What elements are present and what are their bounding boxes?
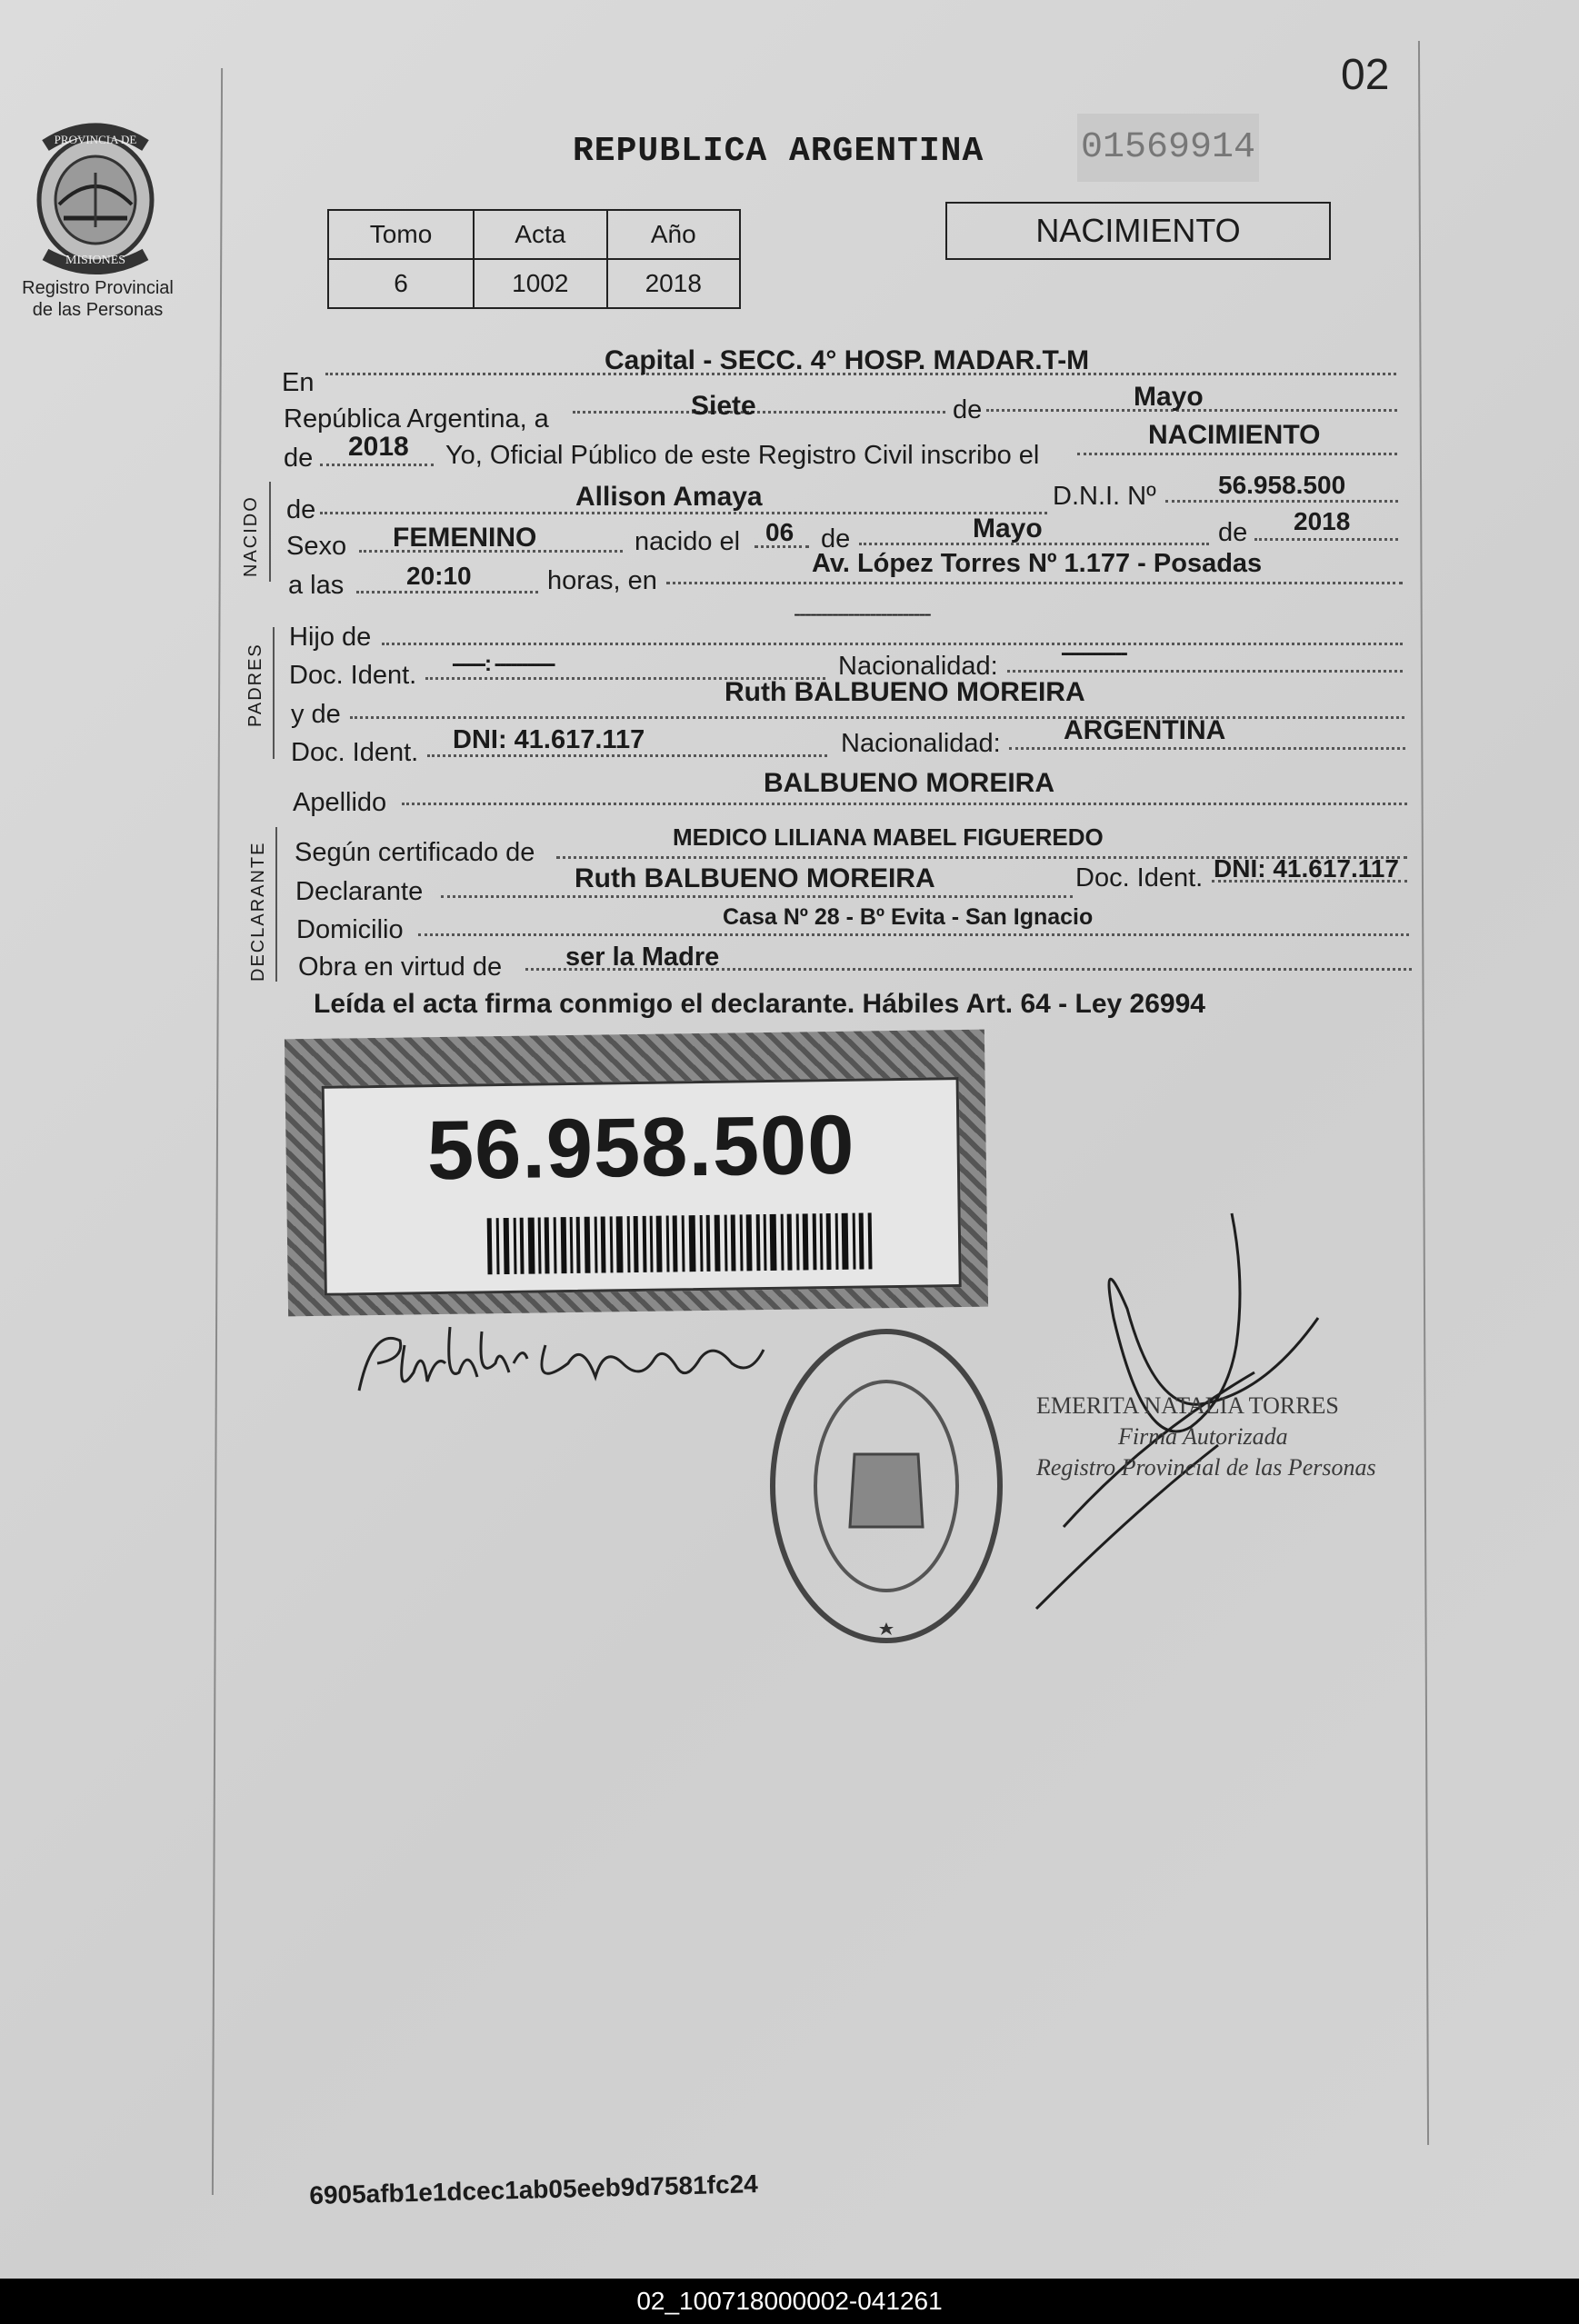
field-padre-nac: ------------ — [1061, 641, 1126, 665]
field-nac-mes: Mayo — [973, 514, 1043, 544]
field-madre: Ruth BALBUENO MOREIRA — [725, 677, 1085, 707]
right-margin-line — [1418, 41, 1429, 2145]
table-header-row — [328, 210, 740, 259]
dni-label-inner — [322, 1077, 962, 1296]
label-dni: D.N.I. Nº — [1053, 482, 1156, 511]
label-nacionalidad: Nacionalidad: — [841, 729, 1001, 758]
field-dia: Siete — [691, 391, 756, 421]
section-label-nacido: NACIDO — [241, 495, 261, 577]
svg-text:PROVINCIA DE: PROVINCIA DE — [54, 133, 137, 146]
label-obra-en-virtud: Obra en virtud de — [298, 953, 503, 982]
label-a-las: a las — [288, 571, 345, 600]
section-bracket — [269, 482, 271, 582]
label-hijo-de: Hijo de — [289, 623, 372, 652]
label-doc-ident: Doc. Ident. — [291, 738, 419, 767]
declarant-signature — [350, 1309, 777, 1409]
official-role: Firma Autorizada — [1118, 1423, 1288, 1450]
section-label-declarante: DECLARANTE — [248, 841, 268, 982]
dotted-line — [441, 895, 1073, 898]
label-de: de — [821, 524, 851, 554]
dni-label-number: 56.958.500 — [426, 1098, 856, 1198]
section-label-padres: PADRES — [245, 643, 265, 727]
field-acto: NACIMIENTO — [1148, 420, 1321, 450]
field-madre-nac: ARGENTINA — [1064, 715, 1226, 745]
table-cell: 1002 — [474, 259, 606, 308]
table-cell: 6 — [328, 259, 474, 308]
label-de: de — [284, 444, 314, 473]
label-nacionalidad: Nacionalidad: — [838, 652, 998, 681]
table-header-cell: Tomo — [328, 210, 474, 259]
section-bracket — [273, 627, 275, 759]
document-hash: 6905afb1e1dcec1ab05eeb9d7581fc24 — [309, 2169, 759, 2209]
field-virtud: ser la Madre — [565, 943, 720, 972]
field-declarante-doc: DNI: 41.617.117 — [1214, 854, 1399, 883]
page-number: 02 — [1341, 51, 1390, 99]
serial-number: 01569914 — [1077, 114, 1259, 182]
field-padre: ------------------------- — [794, 602, 930, 626]
barcode-icon — [485, 1212, 877, 1274]
file-id-footer: 02_100718000002-041261 — [0, 2279, 1579, 2324]
field-nac-dia: 06 — [765, 518, 794, 546]
record-table — [327, 209, 741, 309]
dotted-line — [666, 582, 1403, 584]
closing-statement: Leída el acta firma conmigo el declarante. Hábiles Art. 64 - Ley 26994 — [314, 989, 1205, 1019]
field-padre-doc: ------: ----------- — [452, 652, 555, 676]
section-bracket — [275, 827, 277, 982]
field-mes: Mayo — [1134, 382, 1204, 412]
label-doc-ident: Doc. Ident. — [289, 661, 417, 690]
label-declarante: Declarante — [295, 877, 424, 906]
dotted-line — [1007, 670, 1403, 673]
dotted-line — [1077, 453, 1397, 455]
label-apellido: Apellido — [293, 788, 387, 817]
label-inscribo: Yo, Oficial Público de este Registro Civil inscribo el — [445, 441, 1040, 470]
field-dni: 56.958.500 — [1218, 471, 1346, 499]
dotted-line — [1009, 747, 1405, 750]
label-en: En — [282, 368, 315, 397]
label-y-de: y de — [291, 700, 341, 729]
label-nacido-el: nacido el — [635, 527, 741, 556]
svg-text:MISIONES: MISIONES — [65, 254, 126, 267]
misiones-seal-icon — [27, 118, 164, 273]
label-sexo: Sexo — [286, 532, 347, 561]
table-row — [328, 259, 740, 308]
table-header-cell: Acta — [474, 210, 606, 259]
dni-label — [285, 1030, 988, 1317]
label-de: de — [286, 495, 316, 524]
table-header-cell: Año — [607, 210, 740, 259]
svg-text:Sección 4ta Hptal. R. Madariag: Sección 4ta Hptal. R. Madariaga — [764, 1321, 869, 1329]
left-margin-line — [212, 68, 223, 2195]
field-lugar: Capital - SECC. 4° HOSP. MADAR.T-M — [605, 345, 1090, 375]
official-org: Registro Provincial de las Personas — [1036, 1454, 1376, 1481]
dotted-line — [356, 591, 538, 593]
label-de: de — [953, 395, 983, 424]
dotted-line — [418, 933, 1409, 936]
field-nombre: Allison Amaya — [575, 482, 763, 512]
registry-stamp — [764, 1312, 1009, 1654]
label-domicilio: Domicilio — [296, 915, 404, 944]
record-kind-box: NACIMIENTO — [945, 202, 1331, 260]
field-domicilio: Casa Nº 28 - Bº Evita - San Ignacio — [723, 904, 1094, 930]
logo-caption: Registro Provincial de las Personas — [22, 278, 174, 320]
field-madre-doc: DNI: 41.617.117 — [453, 725, 645, 754]
dotted-line — [402, 803, 1407, 805]
field-sexo: FEMENINO — [393, 523, 537, 553]
field-apellido: BALBUENO MOREIRA — [764, 768, 1054, 798]
label-republica: República Argentina, a — [284, 404, 549, 434]
field-certificado: MEDICO LILIANA MABEL FIGUEREDO — [673, 823, 1104, 851]
official-name: EMERITA NATALIA TORRES — [1036, 1392, 1339, 1419]
label-horas-en: horas, en — [547, 566, 657, 595]
republic-title: REPUBLICA ARGENTINA — [573, 132, 984, 171]
field-nac-anio: 2018 — [1294, 507, 1351, 535]
official-block — [1036, 1391, 1376, 1483]
table-cell: 2018 — [607, 259, 740, 308]
label-de: de — [1218, 518, 1248, 547]
dotted-line — [382, 643, 1403, 645]
dotted-line — [1254, 538, 1398, 541]
field-direccion-nac: Av. López Torres Nº 1.177 - Posadas — [812, 549, 1263, 578]
dotted-line — [350, 716, 1404, 719]
field-anio: 2018 — [348, 432, 409, 462]
svg-text:DELEGACION DEL REGISTRO PROVIN: DELEGACION DEL REGISTRO PROVINCIAL DE LAS PERSONAS — [764, 1312, 984, 1320]
svg-text:Ruth B Moreira: Ruth B Moreira — [350, 1401, 387, 1406]
field-hora: 20:10 — [406, 562, 472, 590]
dotted-line — [573, 411, 945, 414]
dotted-line — [320, 464, 434, 466]
label-segun-certificado: Según certificado de — [295, 838, 535, 867]
field-declarante: Ruth BALBUENO MOREIRA — [575, 863, 935, 893]
label-doc-ident: Doc. Ident. — [1075, 863, 1204, 893]
dotted-line — [1165, 500, 1398, 503]
